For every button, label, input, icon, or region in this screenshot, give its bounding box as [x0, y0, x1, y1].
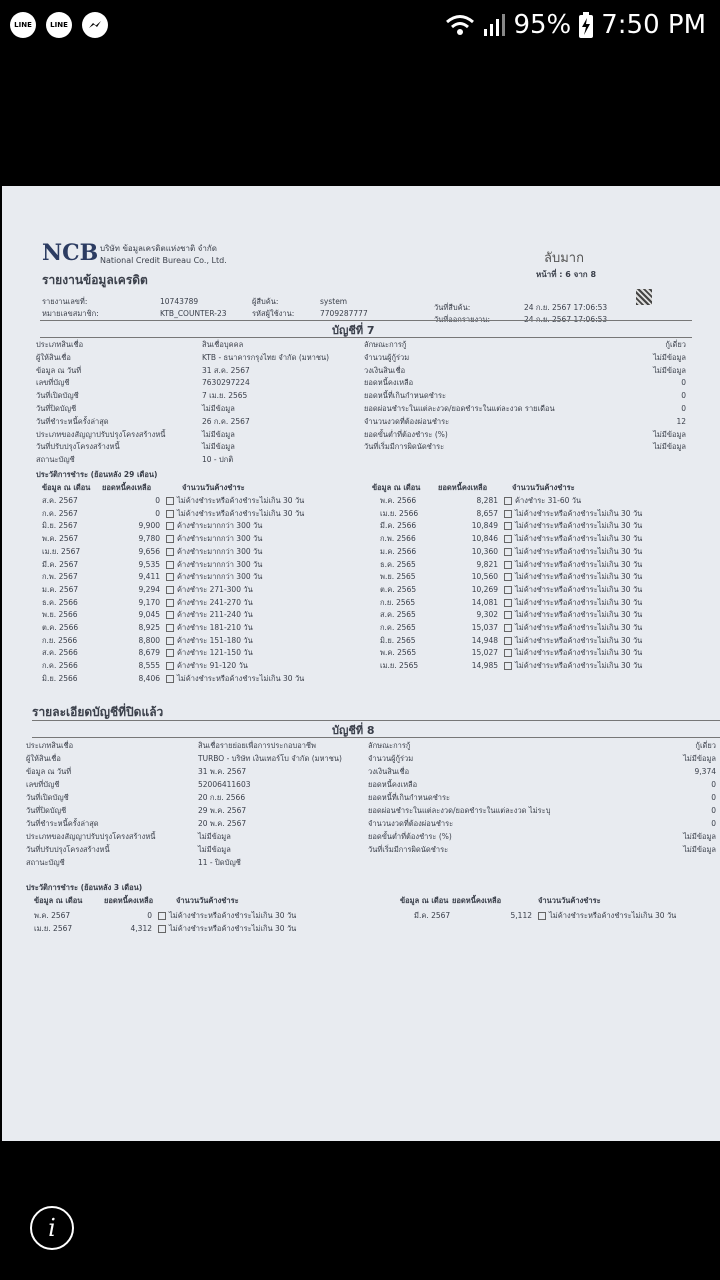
- field-label: สถานะบัญชี: [36, 455, 75, 465]
- field-label: วันที่ปรับปรุงโครงสร้างหนี้: [36, 442, 120, 452]
- hist-status-text: ไม่ค้างชำระหรือค้างชำระไม่เกิน 30 วัน: [515, 584, 643, 594]
- hist-balance: 10,849: [471, 521, 498, 531]
- hist-status: [504, 599, 642, 607]
- hist-status: [166, 662, 248, 670]
- hist-month: พ.ย. 2566: [42, 610, 78, 620]
- field-value: 9,374: [694, 767, 716, 776]
- hist-status: [158, 925, 296, 933]
- hist-month: ก.พ. 2566: [380, 534, 416, 544]
- meta-value: 24 ก.ย. 2567 17:06:53: [524, 303, 608, 312]
- hist-balance: 0: [155, 496, 160, 505]
- history-title: ประวัติการชำระ (ย้อนหลัง 29 เดือน): [36, 470, 158, 479]
- hist-status: [504, 535, 642, 543]
- hist-month: มี.ค. 2566: [380, 521, 417, 531]
- hist-balance: 10,560: [471, 572, 498, 582]
- field-value: 20 ก.ย. 2566: [198, 793, 246, 802]
- hist-month: ส.ค. 2565: [380, 610, 416, 620]
- company-name-en: National Credit Bureau Co., Ltd.: [100, 256, 227, 265]
- field-value: 20 พ.ค. 2567: [198, 819, 247, 828]
- hist-balance: 8,555: [138, 661, 160, 671]
- field-label: วันที่เปิดบัญชี: [26, 793, 69, 802]
- divider: [32, 720, 720, 721]
- status-checkbox-icon: [504, 611, 512, 619]
- field-label: เลขที่บัญชี: [36, 378, 70, 388]
- field-label: ยอดหนี้คงเหลือ: [364, 378, 414, 388]
- history-header: ข้อมูล ณ เดือน: [42, 483, 91, 492]
- meta-value: system: [320, 297, 348, 306]
- hist-month: ก.ค. 2567: [42, 508, 78, 518]
- hist-status-text: ค้างชำระ 91-120 วัน: [177, 661, 248, 671]
- hist-status: [166, 561, 262, 569]
- wifi-icon: [445, 13, 475, 37]
- hist-status: [166, 599, 253, 607]
- meta-label: รหัสผู้ใช้งาน:: [252, 309, 295, 318]
- hist-status-text: ไม่ค้างชำระหรือค้างชำระไม่เกิน 30 วัน: [515, 635, 643, 645]
- hist-status: [166, 522, 262, 530]
- field-label: ยอดหนี้ที่เกินกำหนดชำระ: [364, 391, 447, 401]
- meta-label: วันที่สืบค้น:: [434, 303, 471, 312]
- hist-balance: 14,985: [471, 661, 498, 671]
- clock: 7:50 PM: [601, 10, 706, 40]
- status-checkbox-icon: [166, 637, 174, 645]
- history-title: ประวัติการชำระ (ย้อนหลัง 3 เดือน): [26, 883, 143, 892]
- hist-status-text: ค้างชำระมากกว่า 300 วัน: [177, 546, 263, 556]
- hist-month: พ.ย. 2565: [380, 572, 416, 582]
- field-label: ประเภทสินเชื่อ: [26, 741, 74, 750]
- hist-balance: 14,081: [471, 597, 498, 607]
- hist-status-text: ค้างชำระมากกว่า 300 วัน: [177, 521, 263, 531]
- hist-month: ก.ย. 2565: [380, 597, 416, 607]
- hist-status: [504, 637, 642, 645]
- report-title: รายงานข้อมูลเครดิต: [42, 273, 148, 287]
- field-value: ไม่มีข้อมูล: [198, 845, 231, 854]
- status-checkbox-icon: [504, 599, 512, 607]
- hist-status-text: ไม่ค้างชำระหรือค้างชำระไม่เกิน 30 วัน: [515, 610, 643, 620]
- field-label: ลักษณะการกู้: [364, 340, 407, 349]
- hist-month: มิ.ย. 2565: [380, 635, 416, 645]
- field-label: จำนวนผู้กู้ร่วม: [364, 352, 410, 362]
- battery-percent: 95%: [513, 10, 572, 40]
- hist-balance: 9,170: [138, 597, 160, 607]
- hist-month: มิ.ย. 2566: [42, 673, 78, 683]
- status-checkbox-icon: [158, 912, 166, 920]
- hist-balance: 5,112: [510, 911, 532, 920]
- field-label: ประเภทของสัญญาปรับปรุงโครงสร้างหนี้: [36, 429, 166, 439]
- hist-balance: 9,045: [138, 610, 160, 620]
- status-checkbox-icon: [166, 599, 174, 607]
- field-value: ไม่มีข้อมูล: [202, 429, 235, 439]
- field-label: วงเงินสินเชื่อ: [364, 365, 406, 375]
- field-value: 11 - ปิดบัญชี: [198, 858, 241, 867]
- field-value: 29 พ.ค. 2567: [198, 806, 247, 815]
- hist-status-text: ไม่ค้างชำระหรือค้างชำระไม่เกิน 30 วัน: [515, 508, 643, 518]
- hist-status-text: ค้างชำระ 181-210 วัน: [177, 623, 253, 632]
- bottom-bar: [0, 1141, 720, 1280]
- hist-month: เม.ย. 2567: [34, 923, 73, 933]
- field-label: ผู้ให้สินเชื่อ: [36, 352, 71, 362]
- field-label: จำนวนงวดที่ต้องผ่อนชำระ: [368, 819, 454, 828]
- hist-status-text: ไม่ค้างชำระหรือค้างชำระไม่เกิน 30 วัน: [177, 496, 305, 505]
- hist-balance: 9,302: [476, 610, 498, 620]
- status-checkbox-icon: [504, 497, 512, 505]
- field-value: 26 ก.ค. 2567: [202, 416, 250, 426]
- hist-status: [504, 611, 642, 619]
- hist-status: [504, 662, 642, 670]
- hist-status-text: ไม่ค้างชำระหรือค้างชำระไม่เกิน 30 วัน: [169, 911, 297, 920]
- field-value: สินเชื่อบุคคล: [202, 340, 244, 349]
- hist-balance: 15,037: [471, 623, 498, 632]
- status-checkbox-icon: [504, 637, 512, 645]
- hist-month: ม.ค. 2567: [42, 584, 79, 594]
- hist-balance: 9,821: [476, 559, 498, 569]
- field-label: ยอดผ่อนชำระในแต่ละงวด/ยอดชำระในแต่ละงวด รายเดือน: [364, 404, 555, 413]
- field-value: 0: [711, 780, 716, 789]
- field-value: ไม่มีข้อมูล: [202, 442, 235, 452]
- hist-status: [538, 912, 676, 920]
- field-label: วันที่ชำระหนี้ครั้งล่าสุด: [26, 819, 99, 828]
- hist-status: [166, 573, 262, 581]
- hist-month: เม.ย. 2565: [380, 661, 419, 671]
- hist-month: มิ.ย. 2567: [42, 521, 78, 531]
- hist-status: [166, 637, 253, 645]
- hist-status-text: ไม่ค้างชำระหรือค้างชำระไม่เกิน 30 วัน: [177, 508, 305, 518]
- hist-status-text: ค้างชำระมากกว่า 300 วัน: [177, 572, 263, 582]
- field-value: ไม่มีข้อมูล: [683, 754, 716, 763]
- field-value: 0: [681, 391, 686, 401]
- status-bar: [0, 0, 720, 52]
- field-label: วันที่เปิดบัญชี: [36, 391, 79, 401]
- hist-month: ต.ค. 2565: [380, 584, 417, 594]
- hist-status: [504, 573, 642, 581]
- line-app-icon-2: LINE: [46, 12, 72, 38]
- hist-status: [504, 548, 642, 556]
- status-checkbox-icon: [166, 573, 174, 581]
- hist-status: [166, 611, 253, 619]
- hist-month: ส.ค. 2567: [42, 496, 78, 505]
- hist-balance: 0: [147, 911, 152, 920]
- field-label: ลักษณะการกู้: [368, 741, 411, 750]
- field-value: ไม่มีข้อมูล: [198, 832, 231, 841]
- hist-status-text: ไม่ค้างชำระหรือค้างชำระไม่เกิน 30 วัน: [515, 546, 643, 556]
- hist-status: [166, 586, 253, 594]
- meta-label: หมายเลขสมาชิก:: [42, 309, 99, 318]
- company-name-th: บริษัท ข้อมูลเครดิตแห่งชาติ จำกัด: [100, 244, 217, 253]
- status-checkbox-icon: [166, 586, 174, 594]
- field-label: ประเภทของสัญญาปรับปรุงโครงสร้างหนี้: [26, 832, 156, 841]
- hist-balance: 9,411: [138, 572, 160, 582]
- hist-status-text: ไม่ค้างชำระหรือค้างชำระไม่เกิน 30 วัน: [549, 911, 677, 920]
- hist-status: [504, 522, 642, 530]
- hist-month: พ.ค. 2567: [42, 534, 79, 544]
- status-checkbox-icon: [504, 561, 512, 569]
- field-label: เลขที่บัญชี: [26, 780, 60, 789]
- hist-status: [166, 675, 304, 683]
- hist-status-text: ค้างชำระ 151-180 วัน: [177, 635, 253, 645]
- meta-label: รายงานเลขที่:: [42, 297, 88, 306]
- field-value: 52006411603: [198, 780, 251, 789]
- hist-status: [504, 497, 581, 505]
- field-value: ไม่มีข้อมูล: [653, 365, 686, 375]
- field-value: 10 - ปกติ: [202, 455, 234, 465]
- history-header: ยอดหนี้คงเหลือ: [104, 896, 154, 905]
- hist-status: [504, 510, 642, 518]
- hist-balance: 0: [155, 508, 160, 518]
- hist-status: [166, 548, 262, 556]
- hist-balance: 8,281: [476, 496, 498, 505]
- meta-label: ผู้สืบค้น:: [252, 297, 279, 306]
- field-label: ข้อมูล ณ วันที่: [26, 767, 72, 776]
- status-checkbox-icon: [538, 912, 546, 920]
- status-checkbox-icon: [166, 561, 174, 569]
- history-header: ข้อมูล ณ เดือน: [34, 896, 83, 905]
- status-checkbox-icon: [504, 649, 512, 657]
- divider: [32, 737, 720, 738]
- status-checkbox-icon: [166, 497, 174, 505]
- field-label: วันที่เริ่มมีการผิดนัดชำระ: [368, 845, 449, 854]
- status-checkbox-icon: [504, 573, 512, 581]
- hist-month: ก.ย. 2566: [42, 635, 78, 645]
- status-checkbox-icon: [504, 535, 512, 543]
- hist-status: [166, 649, 253, 657]
- hist-balance: 9,656: [138, 546, 160, 556]
- hist-balance: 10,269: [471, 584, 498, 594]
- status-checkbox-icon: [166, 624, 174, 632]
- hist-status: [166, 497, 304, 505]
- status-checkbox-icon: [158, 925, 166, 933]
- hist-status: [166, 535, 262, 543]
- hist-month: ธ.ค. 2565: [380, 559, 416, 569]
- hist-balance: 9,900: [138, 521, 160, 531]
- field-label: ยอดผ่อนชำระในแต่ละงวด/ยอดชำระในแต่ละงวด ไม่ระบุ: [368, 806, 551, 815]
- hist-balance: 8,925: [138, 623, 160, 632]
- hist-status-text: ไม่ค้างชำระหรือค้างชำระไม่เกิน 30 วัน: [515, 559, 643, 569]
- hist-status: [158, 912, 296, 920]
- hist-status-text: ค้างชำระ 271-300 วัน: [177, 584, 253, 594]
- status-checkbox-icon: [166, 548, 174, 556]
- field-value: 0: [681, 378, 686, 388]
- hist-status-text: ไม่ค้างชำระหรือค้างชำระไม่เกิน 30 วัน: [177, 673, 305, 683]
- line-app-icon: LINE: [10, 12, 36, 38]
- account-7-title: บัญชีที่ 7: [332, 324, 375, 337]
- closed-accounts-title: รายละเอียดบัญชีที่ปิดแล้ว: [32, 705, 164, 719]
- status-checkbox-icon: [166, 510, 174, 518]
- field-value: กู้เดี่ยว: [665, 340, 686, 349]
- field-value: 0: [711, 819, 716, 828]
- hist-month: มี.ค. 2567: [42, 559, 79, 569]
- hist-balance: 4,312: [130, 923, 152, 933]
- field-value: ไม่มีข้อมูล: [202, 404, 235, 413]
- hist-month: ก.ค. 2565: [380, 623, 416, 632]
- meta-value: KTB_COUNTER-23: [160, 309, 227, 318]
- field-value: ไม่มีข้อมูล: [653, 442, 686, 452]
- hist-month: พ.ค. 2566: [380, 496, 417, 505]
- field-value: ไม่มีข้อมูล: [653, 352, 686, 362]
- account-8-title: บัญชีที่ 8: [332, 724, 375, 737]
- hist-balance: 8,406: [138, 673, 160, 683]
- status-checkbox-icon: [504, 522, 512, 530]
- hist-status-text: ค้างชำระ 31-60 วัน: [515, 496, 582, 505]
- field-value: 31 ส.ค. 2567: [202, 365, 250, 375]
- status-checkbox-icon: [166, 649, 174, 657]
- hist-balance: 8,679: [138, 648, 160, 658]
- history-header: ข้อมูล ณ เดือน: [372, 483, 421, 492]
- hist-status-text: ไม่ค้างชำระหรือค้างชำระไม่เกิน 30 วัน: [515, 521, 643, 531]
- hist-balance: 14,948: [471, 635, 498, 645]
- field-value: 0: [681, 404, 686, 413]
- hist-status-text: ค้างชำระ 241-270 วัน: [177, 597, 253, 607]
- field-value: 7630297224: [202, 378, 250, 388]
- hist-status: [504, 649, 642, 657]
- field-label: ประเภทสินเชื่อ: [36, 340, 84, 349]
- field-value: 7 เม.ย. 2565: [202, 391, 248, 401]
- hist-month: เม.ย. 2567: [42, 546, 81, 556]
- field-label: ผู้ให้สินเชื่อ: [26, 754, 61, 763]
- hist-balance: 9,535: [138, 559, 160, 569]
- field-value: ไม่มีข้อมูล: [683, 832, 716, 841]
- field-value: 12: [676, 416, 686, 426]
- meta-value: 10743789: [160, 297, 199, 306]
- status-checkbox-icon: [504, 624, 512, 632]
- hist-balance: 10,846: [471, 534, 498, 544]
- hist-status-text: ค้างชำระ 211-240 วัน: [177, 610, 253, 620]
- field-label: สถานะบัญชี: [26, 858, 65, 867]
- hist-status-text: ไม่ค้างชำระหรือค้างชำระไม่เกิน 30 วัน: [515, 661, 643, 671]
- hist-month: ธ.ค. 2566: [42, 597, 78, 607]
- info-button[interactable]: i: [30, 1206, 74, 1250]
- hist-month: มี.ค. 2567: [414, 911, 451, 920]
- hist-month: ส.ค. 2566: [42, 648, 78, 658]
- history-header: ยอดหนี้คงเหลือ: [438, 483, 488, 492]
- status-checkbox-icon: [166, 675, 174, 683]
- field-value: 31 พ.ค. 2567: [198, 767, 247, 776]
- hist-month: ม.ค. 2566: [380, 546, 417, 556]
- field-value: 0: [711, 793, 716, 802]
- hist-status-text: ค้างชำระมากกว่า 300 วัน: [177, 534, 263, 544]
- meta-value: 7709287777: [320, 309, 368, 318]
- battery-charging-icon: [579, 12, 593, 38]
- status-checkbox-icon: [504, 548, 512, 556]
- status-checkbox-icon: [504, 510, 512, 518]
- hist-balance: 8,657: [476, 508, 498, 518]
- history-header: ข้อมูล ณ เดือน: [400, 896, 449, 905]
- hist-balance: 8,800: [138, 635, 160, 645]
- field-label: วงเงินสินเชื่อ: [368, 767, 410, 776]
- hist-status: [504, 561, 642, 569]
- hist-status-text: ไม่ค้างชำระหรือค้างชำระไม่เกิน 30 วัน: [515, 648, 643, 658]
- hist-month: ก.พ. 2567: [42, 572, 78, 582]
- hist-status: [166, 624, 253, 632]
- divider: [40, 337, 692, 338]
- page-number: หน้าที่ : 6 จาก 8: [536, 270, 597, 279]
- qr-code: [636, 289, 652, 305]
- hist-balance: 9,294: [138, 584, 160, 594]
- history-header: จำนวนวันค้างชำระ: [182, 483, 245, 492]
- field-label: ยอดขั้นต่ำที่ต้องชำระ (%): [368, 832, 452, 841]
- status-checkbox-icon: [166, 535, 174, 543]
- field-value: ไม่มีข้อมูล: [683, 845, 716, 854]
- hist-month: พ.ค. 2567: [34, 911, 71, 920]
- hist-month: ก.ค. 2566: [42, 661, 78, 671]
- status-checkbox-icon: [504, 586, 512, 594]
- hist-status-text: ไม่ค้างชำระหรือค้างชำระไม่เกิน 30 วัน: [515, 534, 643, 544]
- field-label: วันที่ชำระหนี้ครั้งล่าสุด: [36, 416, 109, 426]
- field-value: 0: [711, 806, 716, 815]
- history-header: จำนวนวันค้างชำระ: [512, 483, 575, 492]
- field-label: วันที่ปิดบัญชี: [26, 806, 67, 815]
- field-value: กู้เดี่ยว: [695, 741, 716, 750]
- status-checkbox-icon: [166, 662, 174, 670]
- hist-balance: 15,027: [471, 648, 498, 658]
- hist-status-text: ไม่ค้างชำระหรือค้างชำระไม่เกิน 30 วัน: [515, 623, 643, 632]
- ncb-logo: NCB: [42, 240, 99, 266]
- signal-icon: [483, 13, 505, 37]
- field-value: KTB - ธนาคารกรุงไทย จำกัด (มหาชน): [202, 352, 330, 362]
- hist-balance: 10,360: [471, 546, 498, 556]
- status-checkbox-icon: [166, 522, 174, 530]
- hist-status: [504, 624, 642, 632]
- hist-status-text: ค้างชำระมากกว่า 300 วัน: [177, 559, 263, 569]
- hist-status: [166, 510, 304, 518]
- field-label: จำนวนผู้กู้ร่วม: [368, 754, 414, 763]
- history-header: จำนวนวันค้างชำระ: [538, 896, 601, 905]
- hist-month: ต.ค. 2566: [42, 623, 79, 632]
- history-header: ยอดหนี้คงเหลือ: [102, 483, 152, 492]
- field-label: ยอดขั้นต่ำที่ต้องชำระ (%): [364, 429, 448, 439]
- field-label: วันที่ปิดบัญชี: [36, 404, 77, 413]
- field-label: วันที่ปรับปรุงโครงสร้างหนี้: [26, 845, 110, 854]
- hist-status-text: ไม่ค้างชำระหรือค้างชำระไม่เกิน 30 วัน: [515, 597, 643, 607]
- status-checkbox-icon: [166, 611, 174, 619]
- history-header: จำนวนวันค้างชำระ: [176, 896, 239, 905]
- hist-status-text: ค้างชำระ 121-150 วัน: [177, 648, 253, 658]
- field-label: จำนวนงวดที่ต้องผ่อนชำระ: [364, 416, 450, 426]
- history-header: ยอดหนี้คงเหลือ: [452, 896, 502, 905]
- hist-status-text: ไม่ค้างชำระหรือค้างชำระไม่เกิน 30 วัน: [169, 923, 297, 933]
- messenger-icon: [82, 12, 108, 38]
- status-checkbox-icon: [504, 662, 512, 670]
- confidential-stamp: ลับมาก: [544, 251, 584, 266]
- hist-status-text: ไม่ค้างชำระหรือค้างชำระไม่เกิน 30 วัน: [515, 572, 643, 582]
- field-value: สินเชื่อรายย่อยเพื่อการประกอบอาชีพ: [198, 741, 316, 750]
- hist-month: พ.ค. 2565: [380, 648, 417, 658]
- document-photo: [2, 186, 720, 1141]
- hist-status: [504, 586, 642, 594]
- field-label: ยอดหนี้ที่เกินกำหนดชำระ: [368, 793, 451, 802]
- divider: [40, 320, 692, 321]
- field-label: วันที่เริ่มมีการผิดนัดชำระ: [364, 442, 445, 452]
- field-value: TURBO - บริษัท เงินเทอร์โบ จำกัด (มหาชน): [198, 754, 342, 763]
- hist-balance: 9,780: [138, 534, 160, 544]
- hist-month: เม.ย. 2566: [380, 508, 419, 518]
- field-value: ไม่มีข้อมูล: [653, 429, 686, 439]
- field-label: ข้อมูล ณ วันที่: [36, 365, 82, 375]
- field-label: ยอดหนี้คงเหลือ: [368, 780, 418, 789]
